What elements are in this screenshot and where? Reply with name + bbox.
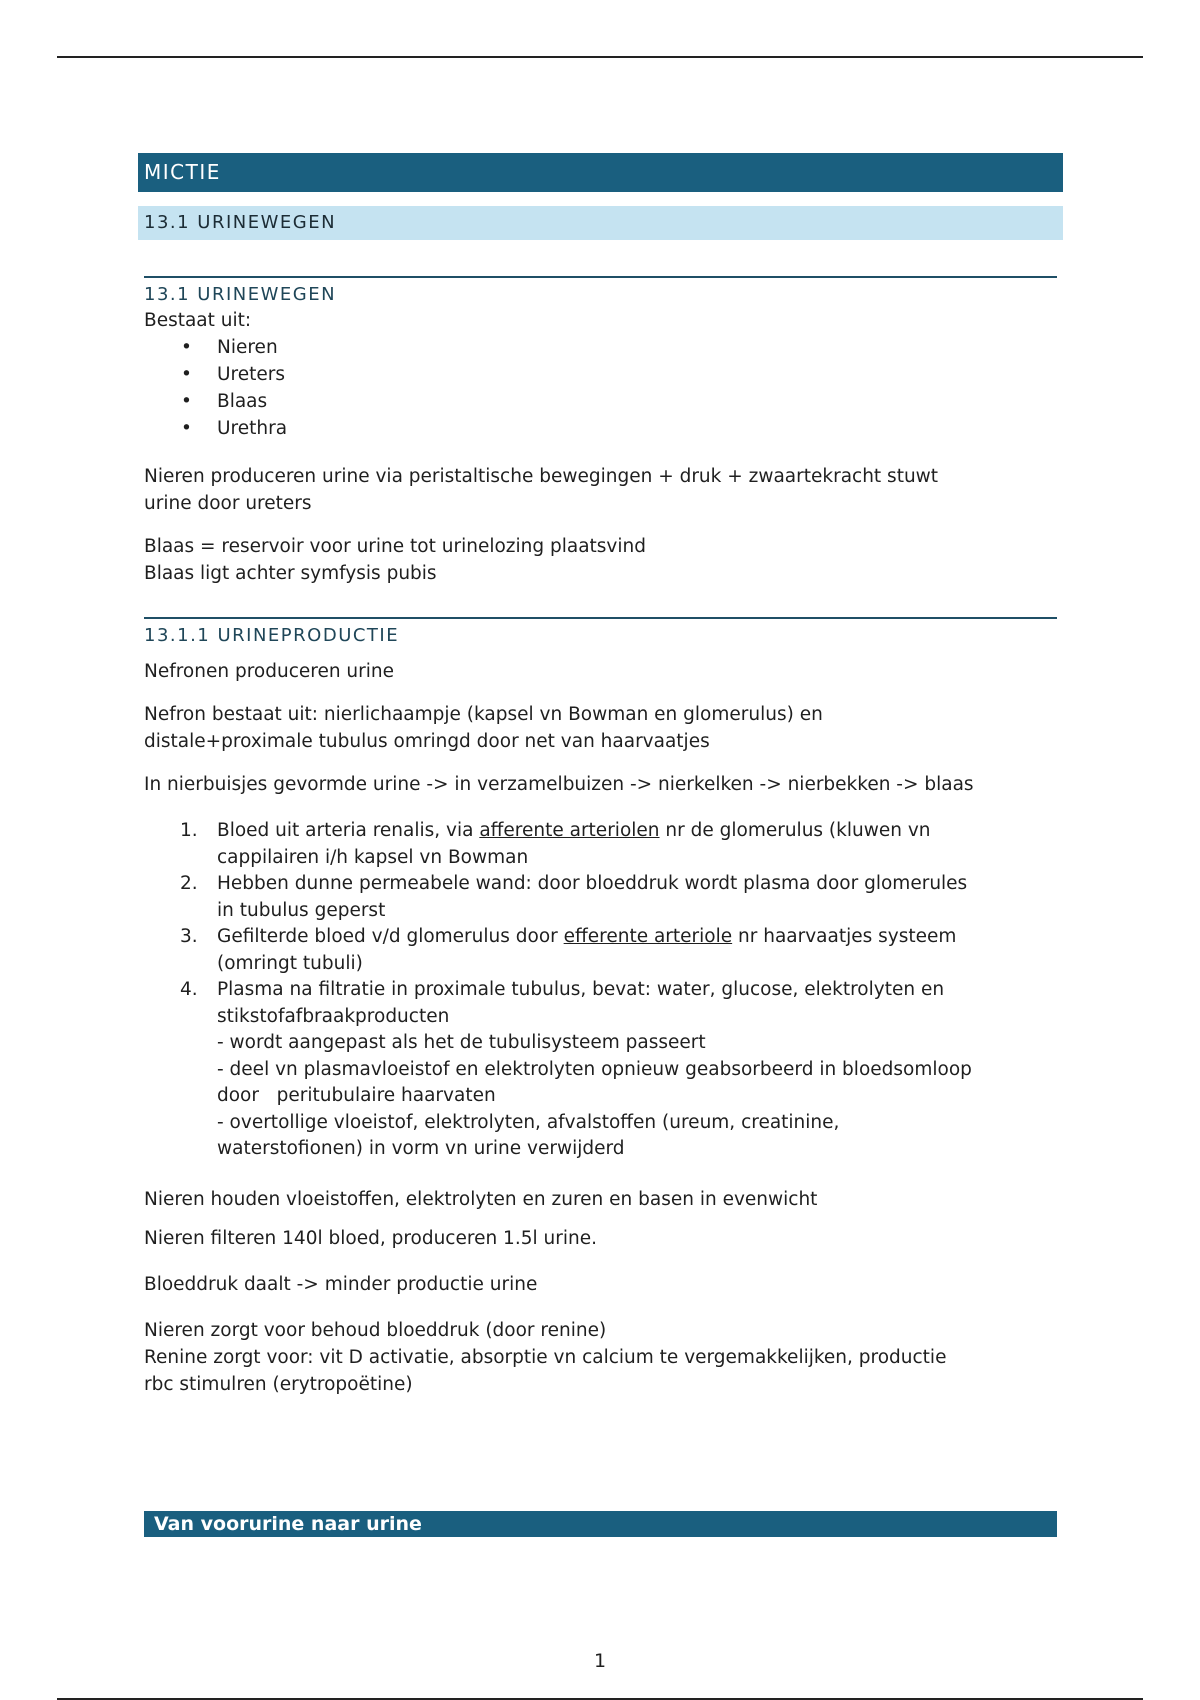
organ-list bbox=[144, 334, 1057, 442]
list-item bbox=[144, 977, 1057, 1163]
text-line: Nefron bestaat uit: nierlichaampje (kapsel vn Bowman en glomerulus) en bbox=[144, 704, 823, 725]
section-rule bbox=[144, 617, 1057, 619]
list-item: • Nieren bbox=[144, 334, 1057, 361]
text-line: Blaas = reservoir voor urine tot urinelozing plaatsvind bbox=[144, 536, 646, 557]
text-line: Nieren produceren urine via peristaltische bewegingen + druk + zwaartekracht stuwt bbox=[144, 466, 939, 487]
text-line: rbc stimulren (erytropoëtine) bbox=[144, 1373, 413, 1395]
intro-text: Bestaat uit: bbox=[144, 310, 252, 331]
process-list bbox=[144, 818, 1057, 1163]
underlined-term: efferente arteriole bbox=[563, 926, 733, 947]
text-line: Blaas ligt achter symfysis pubis bbox=[144, 563, 437, 584]
text-line: Renine zorgt voor: vit D activatie, absorptie vn calcium te vergemakkelijken, productie bbox=[144, 1346, 947, 1368]
text-run: Bloed uit arteria renalis, via bbox=[217, 820, 480, 841]
list-item bbox=[144, 924, 1057, 977]
text-line: Nieren zorgt voor behoud bloeddruk (door renine) bbox=[144, 1319, 607, 1341]
header-rule bbox=[57, 56, 1143, 58]
paragraph bbox=[144, 463, 1057, 517]
text-run: nr haarvaatjes systeem bbox=[732, 926, 957, 947]
list-item: • Urethra bbox=[144, 415, 1057, 442]
paragraph bbox=[144, 1317, 1057, 1398]
text-line: distale+proximale tubulus omringd door net van haarvaatjes bbox=[144, 731, 710, 752]
section-urineproductie bbox=[144, 617, 1057, 1398]
text-line: - wordt aangepast als het de tubulisysteem passeert bbox=[217, 1032, 706, 1053]
paragraph: In nierbuisjes gevormde urine -> in verzamelbuizen -> nierkelken -> nierbekken -> blaas bbox=[144, 774, 974, 795]
page-number: 1 bbox=[593, 1650, 607, 1672]
list-number: 2. bbox=[180, 873, 198, 894]
paragraph bbox=[144, 701, 1057, 755]
text-line: urine door ureters bbox=[144, 493, 312, 514]
text-line: in tubulus geperst bbox=[217, 899, 386, 921]
paragraph: Nieren filteren 140l bloed, produceren 1.5l urine. bbox=[144, 1227, 597, 1249]
list-number: 4. bbox=[180, 979, 198, 1000]
section-urinewegen bbox=[144, 276, 1057, 587]
list-number: 3. bbox=[180, 926, 198, 947]
paragraph bbox=[144, 533, 1057, 587]
paragraph: Nefronen produceren urine bbox=[144, 661, 395, 682]
section-rule bbox=[144, 276, 1057, 278]
text-line: door peritubulaire haarvaten bbox=[217, 1085, 496, 1106]
paragraph: Bloeddruk daalt -> minder productie urine bbox=[144, 1273, 538, 1295]
text-line: - deel vn plasmavloeistof en elektrolyten opnieuw geabsorbeerd in bloedsomloop bbox=[217, 1058, 972, 1080]
list-item: • Blaas bbox=[144, 388, 1057, 415]
banner-heading: Van voorurine naar urine bbox=[144, 1511, 1057, 1537]
underlined-term: afferente arteriolen bbox=[479, 820, 660, 841]
section-title: 13.1.1 URINEPRODUCTIE bbox=[144, 625, 400, 646]
text-line: Hebben dunne permeabele wand: door bloeddruk wordt plasma door glomerules bbox=[217, 873, 968, 894]
text-run: nr de glomerulus (kluwen vn bbox=[659, 820, 931, 841]
heading-urinewegen: 13.1 URINEWEGEN bbox=[138, 206, 1063, 240]
list-number: 1. bbox=[180, 820, 198, 841]
text-line: - overtollige vloeistof, elektrolyten, afvalstoffen (ureum, creatinine, bbox=[217, 1111, 840, 1133]
list-item: • Ureters bbox=[144, 361, 1057, 388]
text-line: (omringt tubuli) bbox=[217, 952, 363, 974]
text-line: Plasma na filtratie in proximale tubulus, bevat: water, glucose, elektrolyten en bbox=[217, 979, 945, 1000]
list-item bbox=[144, 871, 1057, 924]
text-run: Gefilterde bloed v/d glomerulus door bbox=[217, 926, 564, 947]
section-title: 13.1 URINEWEGEN bbox=[144, 284, 337, 305]
paragraph: Nieren houden vloeistoffen, elektrolyten en zuren en basen in evenwicht bbox=[144, 1188, 818, 1210]
page-content bbox=[138, 153, 1063, 1537]
heading-mictie: MICTIE bbox=[138, 153, 1063, 192]
text-line: waterstofionen) in vorm vn urine verwijderd bbox=[217, 1138, 625, 1159]
text-line: stikstofafbraakproducten bbox=[217, 1005, 450, 1027]
list-item bbox=[144, 818, 1057, 871]
text-line: cappilairen i/h kapsel vn Bowman bbox=[217, 846, 529, 868]
